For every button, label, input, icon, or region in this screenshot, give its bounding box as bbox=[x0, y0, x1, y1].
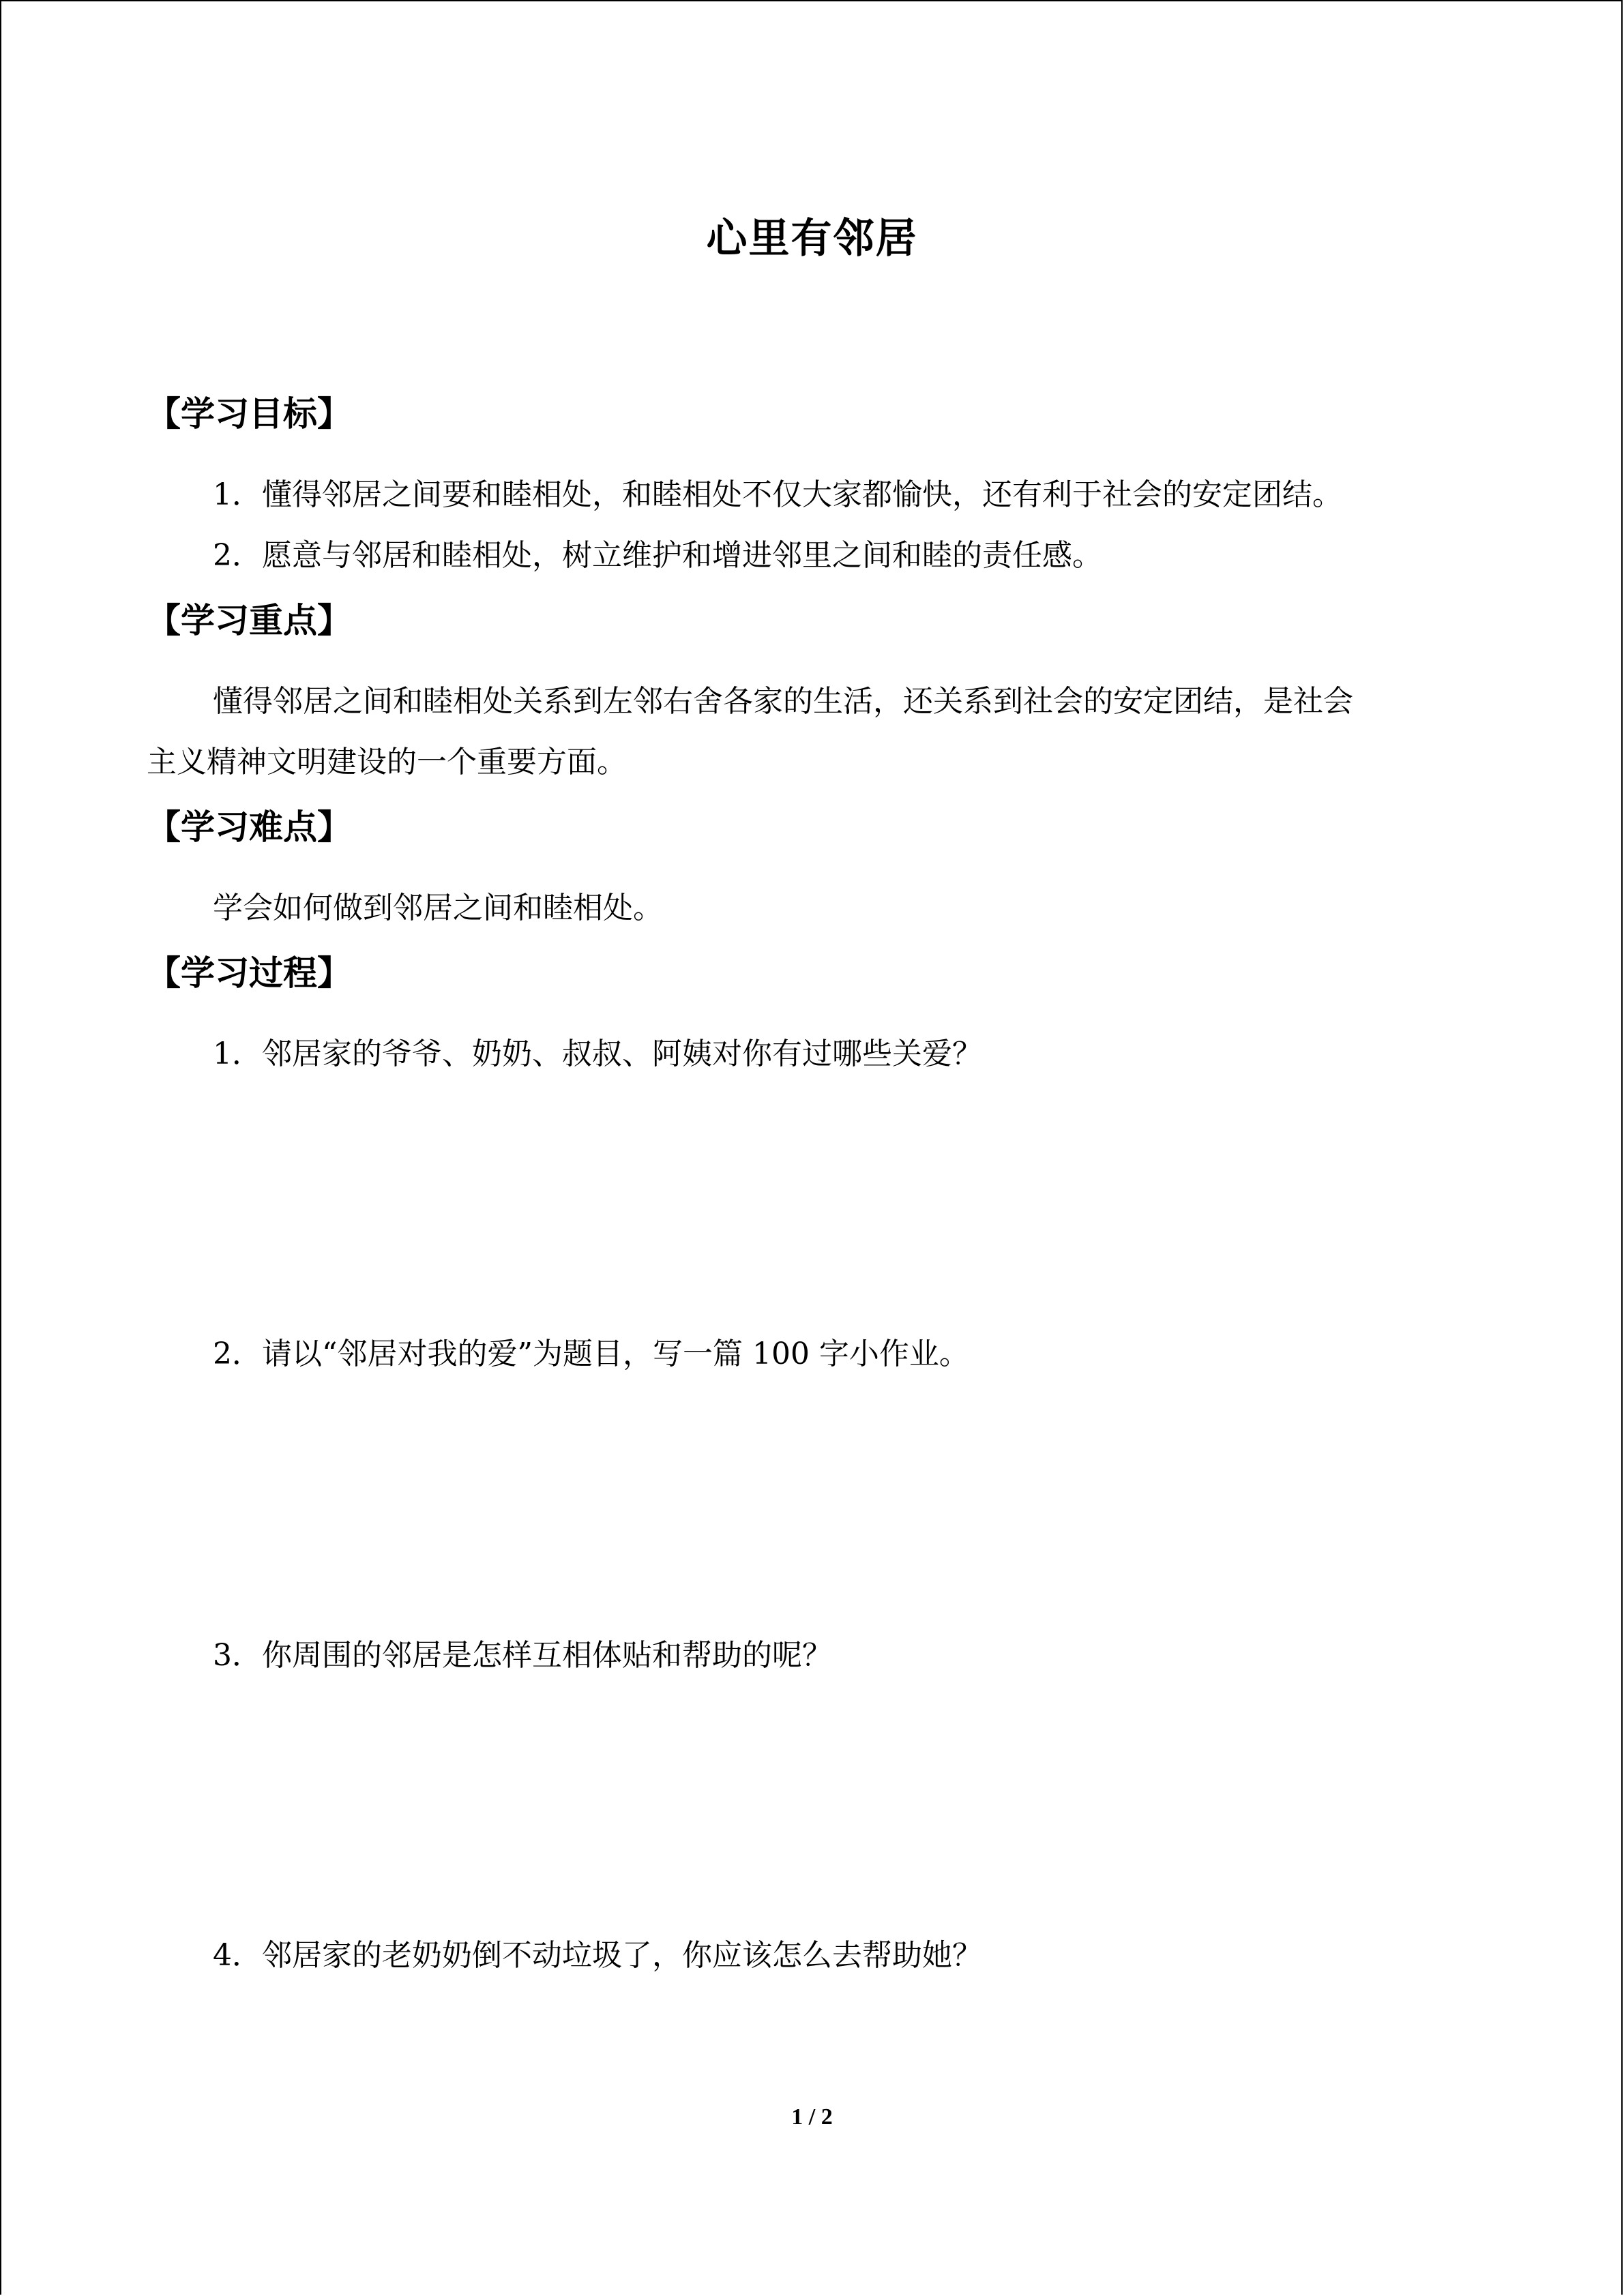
goal-item-2: 2．愿意与邻居和睦相处，树立维护和增进邻里之间和睦的责任感。 bbox=[213, 538, 1102, 573]
question-3: 3．你周围的邻居是怎样互相体贴和帮助的呢？ bbox=[213, 1638, 832, 1673]
question-4: 4．邻居家的老奶奶倒不动垃圾了，你应该怎么去帮助她？ bbox=[213, 1938, 982, 1973]
page-number: 1 / 2 bbox=[791, 2104, 833, 2130]
heading-learning-process: 【学习过程】 bbox=[147, 953, 351, 993]
question-2: 2．请以“邻居对我的爱”为题目，写一篇 100 字小作业。 bbox=[213, 1337, 969, 1371]
heading-key-points: 【学习重点】 bbox=[147, 601, 351, 640]
difficulty-text: 学会如何做到邻居之间和睦相处。 bbox=[213, 891, 663, 925]
document-title: 心里有邻居 bbox=[706, 215, 918, 263]
goal-item-1: 1．懂得邻居之间要和睦相处，和睦相处不仅大家都愉快，还有利于社会的安定团结。 bbox=[213, 477, 1342, 512]
heading-learning-goals: 【学习目标】 bbox=[147, 394, 351, 434]
key-points-line-2: 主义精神文明建设的一个重要方面。 bbox=[147, 745, 627, 779]
question-1: 1．邻居家的爷爷、奶奶、叔叔、阿姨对你有过哪些关爱？ bbox=[213, 1037, 982, 1071]
heading-difficulty: 【学习难点】 bbox=[147, 807, 351, 847]
key-points-line-1: 懂得邻居之间和睦相处关系到左邻右舍各家的生活，还关系到社会的安定团结，是社会 bbox=[213, 684, 1353, 719]
